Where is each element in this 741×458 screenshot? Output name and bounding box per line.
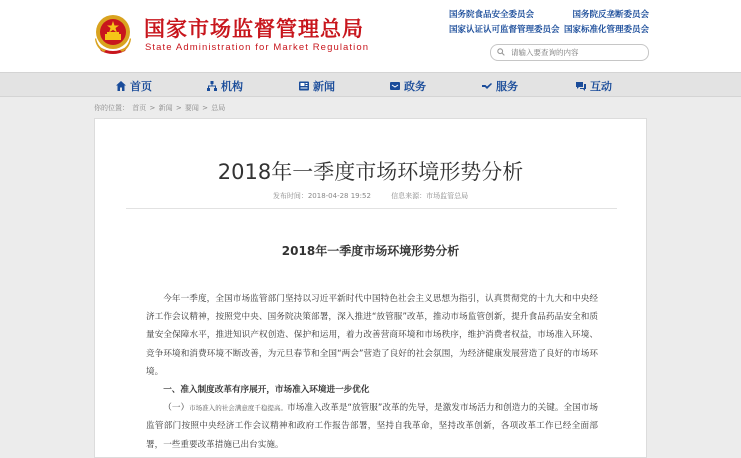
nav-item-org[interactable] [206,73,243,98]
org-icon [206,80,218,92]
paragraph: 今年一季度，全国市场监管部门坚持以习近平新时代中国特色社会主义思想为指引，认真贯彻党的十九大和中央经济工作会议精神，按照党中央、国务院决策部署，深入推进“放管服”改革，推动市场监管创新，提升食品药品安全和质量安全保障水平，推进知识产权创造、保护和运用，着力改善营商环境和市场秩序，维护消费者权益，市场准入环境、竞争环境和消费环境不断改善，为元旦春节和全国“两会”营造了良好的社会氛围，为经济健康发展营造了良好的市场环境。 [146,294,598,377]
top-links [449,8,649,38]
link-food-safety-committee[interactable]: 国务院食品安全委员会 [449,10,535,20]
breadcrumb [94,103,226,113]
breadcrumb-separator: > [149,104,156,112]
section-heading: 一、准入制度改革有序展开，市场准入环境进一步优化 [163,385,370,396]
breadcrumb-item-home[interactable]: 首页 [132,104,147,112]
link-certification-committee[interactable]: 国家认证认可监督管理委员会 [449,25,560,35]
breadcrumb-separator: > [175,104,182,112]
top-links-row [449,8,649,23]
nav-item-gov[interactable] [389,73,426,98]
home-icon [115,80,127,92]
breadcrumb-item-bureau[interactable]: 总局 [211,104,226,112]
search-input[interactable] [511,46,636,59]
top-links-row [449,23,649,38]
nav-label: 互动 [590,79,612,93]
nav-label: 首页 [130,79,152,93]
news-icon [298,80,310,92]
title-divider [126,208,617,209]
nav-item-home[interactable] [115,73,152,98]
info-source: 信息来源：市场监管总局 [391,192,469,200]
publish-time: 发布时间：2018-04-28 19:52 [272,192,371,200]
breadcrumb-item-news[interactable]: 新闻 [158,104,173,112]
link-standardization-committee[interactable]: 国家标准化管理委员会 [563,25,649,35]
breadcrumb-separator: > [202,104,209,112]
interact-icon [575,80,587,92]
paragraph-emphasis: 市场准入的社会满意度千稳提高。 [189,404,288,413]
article-panel [94,118,647,458]
nav-item-interact[interactable] [575,73,612,98]
article-subtitle: 2018年一季度市场环境形势分析 [281,244,460,258]
main-nav [0,72,741,97]
nav-item-service[interactable] [481,73,518,98]
link-anti-monopoly-committee[interactable]: 国务院反垄断委员会 [572,10,649,20]
nav-label: 服务 [496,79,518,93]
nav-label: 政务 [404,79,426,93]
national-emblem-icon[interactable] [94,12,132,56]
paragraph [146,399,598,454]
article-meta [95,191,646,201]
paragraph-lead: （一） [163,403,190,414]
nav-label: 新闻 [313,79,335,93]
breadcrumb-prefix: 你的位置： [94,104,129,112]
service-icon [481,80,493,92]
breadcrumb-item-headlines[interactable]: 要闻 [184,104,199,112]
search-icon[interactable] [497,48,505,56]
site-header [0,0,741,72]
site-title[interactable]: 国家市场监督管理总局 [144,17,364,41]
article-title: 2018年一季度市场环境形势分析 [217,160,524,184]
article-body [146,290,598,454]
paragraph-text: 市场准入改革是“放管服”改革的先导，是激发市场活力和创造力的关键。全国市场监管部门按照中央经济工作会议精神和政府工作报告部署，坚持自我革命，坚持改革创新，各项改革工作已经全面部署，一些重要改革措施已出台实施。 [146,403,598,450]
nav-label: 机构 [221,79,243,93]
site-title-english: State Administration for Market Regulation [145,42,370,53]
gov-icon [389,80,401,92]
nav-item-news[interactable] [298,73,335,98]
search-box [490,44,649,61]
